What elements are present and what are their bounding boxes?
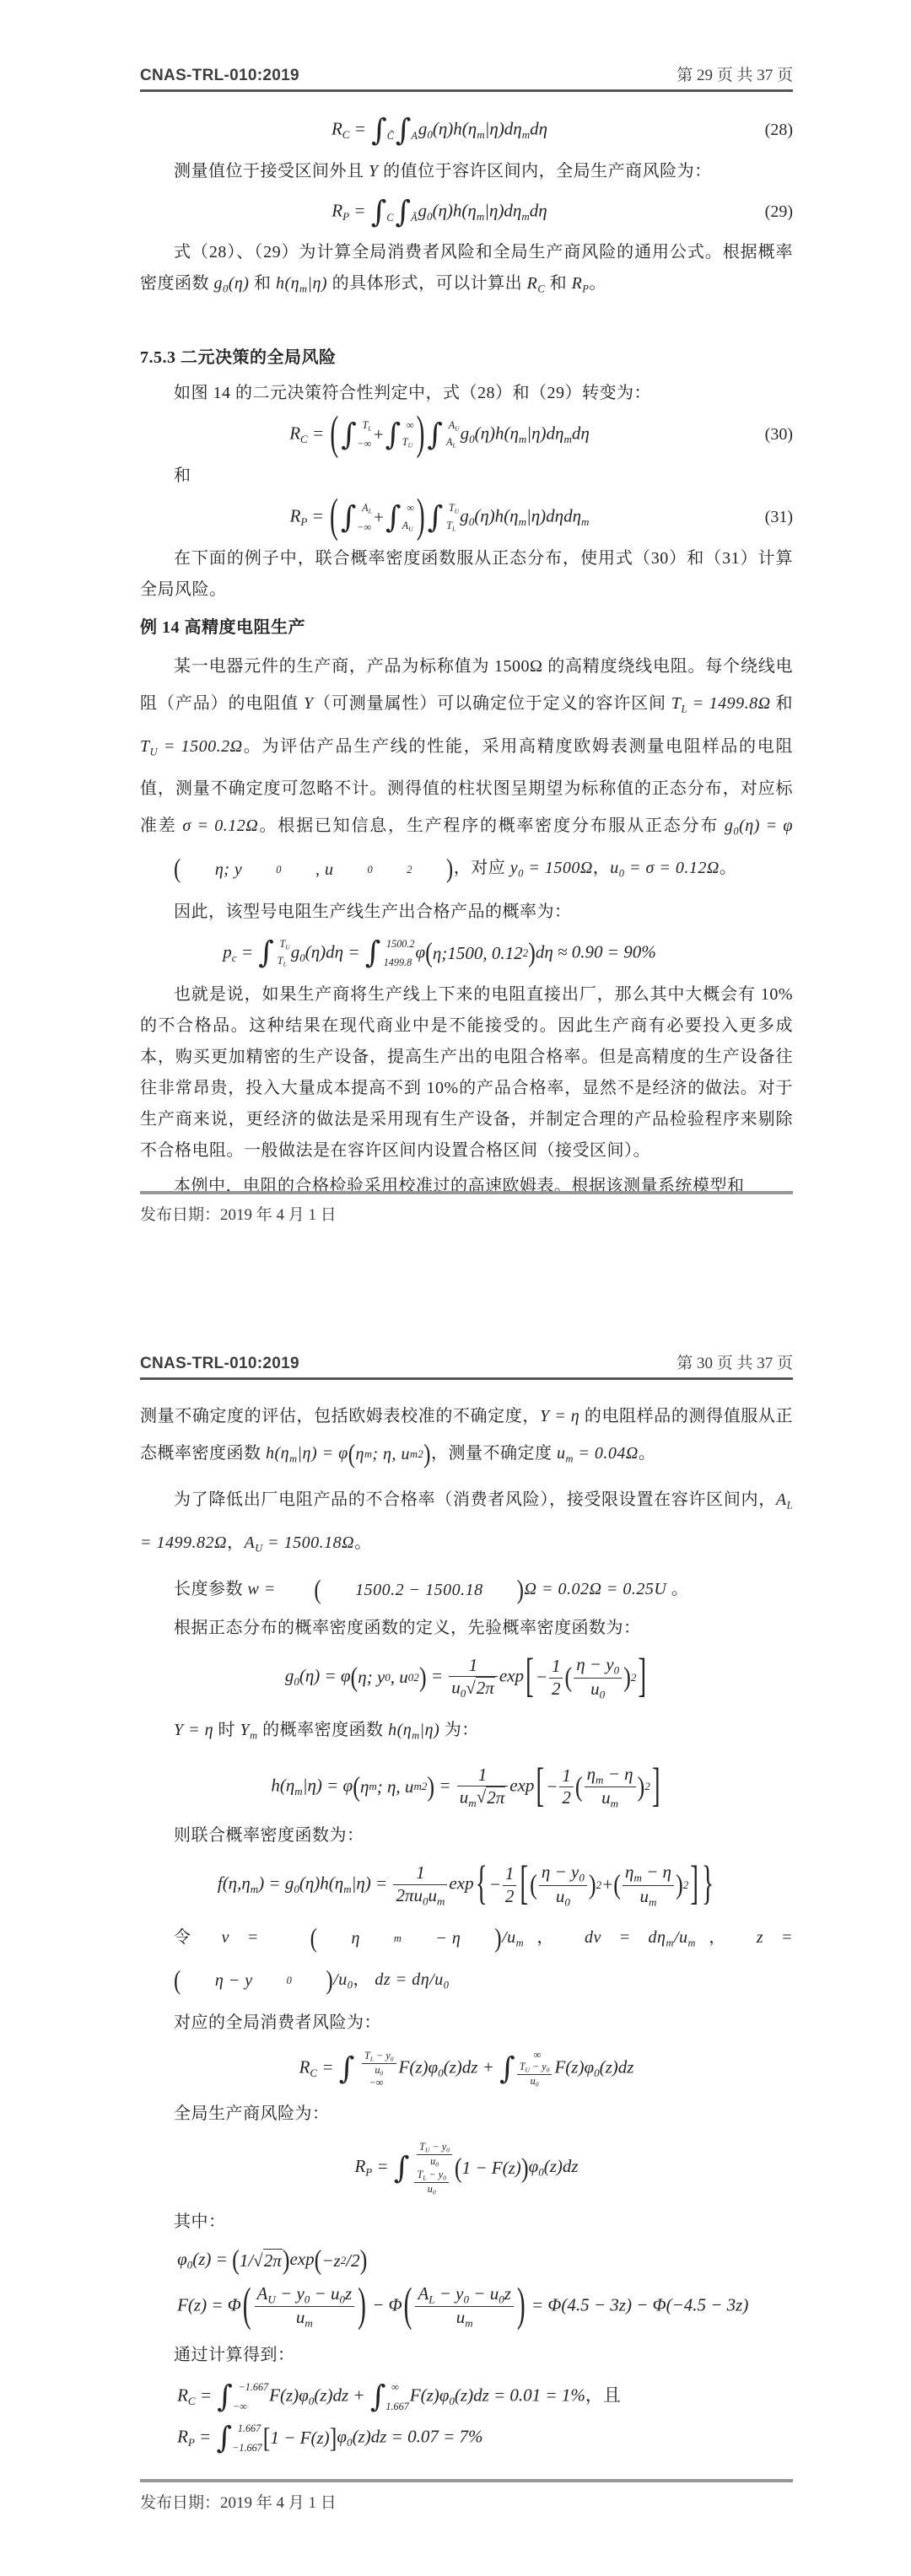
page-30 bbox=[0, 1288, 911, 2576]
paragraph-producer-risk-intro: 测量值位于接受区间外且 Y 的值位于容许区间内，全局生产商风险为： bbox=[174, 161, 712, 181]
paragraph-economics-discussion: 也就是说，如果生产商将生产线上下来的电阻直接出厂，那么其中大概会有 10%的不合格品。这种结果在现代商业中是不能接受的。因此生产商有必要投入更多成本，购买更加精密的生产设备，提高生产出的电阻合格率。但是高精度的生产设备往往非常昂贵，投入大量成本提高不到 10%的产品合格率，显然不是经济的做法。对于生产商来说，更经济的做法是采用现有生产设备，并制定合理的产品检验程序来剔除不合格电阻。一般做法是在容许区间内设置合格区间（接受区间）。 bbox=[140, 984, 793, 1160]
equation-F bbox=[140, 2279, 793, 2331]
paragraph-conforming-probability-intro: 因此，该型号电阻生产线生产出合格产品的概率为： bbox=[174, 902, 572, 921]
equation-joint-pdf bbox=[140, 1858, 793, 1910]
paragraph-calculation-result-intro: 通过计算得到： bbox=[174, 2346, 295, 2364]
equation-g0-body: $g_0(\eta) = \varphi$ ( η; y 0 , u 0 2 ) = 1 $u_0$ √ 2π exp [ − $\frac{1}{2}$ ( $\frac{\eta - y_0}{u_0}$ ) 2 ] bbox=[284, 1651, 647, 1703]
equation-pc-body: $p_c$ = ∫ $T_U$ $T_L$ $g_0(\eta)d\eta$ = ∫ 1500.2 1499.8 φ ( η;1500, 0.12 2 ) dη ≈ 0.90 = 90% bbox=[223, 935, 656, 971]
paragraph-figure14-ref: 如图 14 的二元决策符合性判定中，式（28）和（29）转变为： bbox=[174, 383, 651, 402]
equation-pc bbox=[140, 935, 793, 971]
page-content bbox=[0, 1380, 911, 2455]
equation-rc-result-body: $R_C$ = ∫ −1.667 −∞ $F(z)\varphi_0(z)dz$ + ∫ ∞ 1.667 $F(z)\varphi_0(z)dz = 0.01 = 1\%$，且 bbox=[177, 2379, 621, 2414]
equation-phi0 bbox=[140, 2245, 793, 2276]
equation-phi0-body: $\varphi_0(z)$ = ( 1/ √ 2π ) exp ( −z 2 /2 ) bbox=[177, 2245, 368, 2276]
equation-30-body: $R_C$ = ( ∫ $T_L$ −∞ + ∫ ∞ $T_U$ ) ∫ $A_U$ $A_L$ $g_0(\eta)h(\eta_m|\eta)d\eta_md\eta$ bbox=[289, 407, 590, 460]
paragraph-and: 和 bbox=[174, 466, 191, 486]
equation-30-number: (30) bbox=[764, 424, 793, 444]
equation-29-number: (29) bbox=[764, 202, 793, 222]
page-number: 第 30 页 共 37 页 bbox=[677, 1355, 793, 1372]
paragraph-ohmmeter-inspection: 本例中，电阻的合格检验采用校准过的高速欧姆表。根据该测量系统模型和 bbox=[174, 1176, 745, 1195]
equation-rp-z bbox=[140, 2140, 793, 2196]
equation-29 bbox=[140, 194, 793, 229]
document-code: CNAS-TRL-010:2019 bbox=[140, 1355, 299, 1372]
paragraph-h-pdf-intro: Y = η 时 $Y_m$ 的概率密度函数 $h(\eta_m|\eta)$ 为： bbox=[174, 1720, 479, 1742]
paragraph-general-formula: 式（28）、（29）为计算全局消费者风险和全局生产商风险的通用公式。根据概率密度函数 $g_0(\eta)$ 和 $h(\eta_m|\eta)$ 的具体形式，可以计算出 $R_C$ 和 $R_P$。 bbox=[140, 243, 793, 295]
paragraph-producer-risk-intro: 全局生产商风险为： bbox=[174, 2104, 330, 2124]
page-header bbox=[140, 0, 793, 92]
equation-rc-result bbox=[140, 2381, 793, 2412]
page-header bbox=[140, 1288, 793, 1380]
page-content bbox=[0, 92, 911, 1202]
paragraph-substitution: 令 v = ( η m − η ) $/u_m$， dv = $d\eta_m/u_m$， z = ( η − y 0 ) $/u_0$， dz = $d\eta/u_0$ bbox=[174, 1924, 793, 1996]
equation-rc-z bbox=[140, 2049, 793, 2088]
paragraph-resistor-description: 某一电器元件的生产商，产品为标称值为 1500Ω 的高精度绕线电阻。每个绕线电阻（产品）的电阻值 Y（可测量属性）可以确定位于定义的容许区间 $T_L = 1499.8\Omega$ 和 $T_U = 1500.2\Omega$。为评估产品生产线的性能，采用高精度欧姆表测量电阻样品的电阻值，测量不确定度可忽略不计。测得值的柱状图呈期望为标称值的正态分布，对应标准差 σ = 0.12Ω。根据已知信息，生产程序的概率密度分布服从正态分布 $g_0(\eta) = \varphi$ ( η; y 0 , u 0 2 ) ，对应 $y_0 = 1500\Omega$，$u_0 = \sigma = 0.12\Omega$。 bbox=[140, 657, 794, 884]
equation-rp-result bbox=[140, 2422, 793, 2454]
section-heading-7-5-3: 7.5.3 二元决策的全局风险 bbox=[140, 348, 337, 367]
equation-31 bbox=[140, 490, 793, 542]
page-number: 第 29 页 共 37 页 bbox=[677, 67, 793, 84]
document-code: CNAS-TRL-010:2019 bbox=[140, 67, 299, 84]
paragraph-joint-pdf-intro: 则联合概率密度函数为： bbox=[174, 1826, 364, 1846]
equation-F-body: F(z) = Φ ( $\frac{A_U - y_0 - u_0z}{u_m}$ ) − Φ ( $\frac{A_L - y_0 - u_0z}{u_m}$ ) = Φ(4.5 − 3z) − Φ(−4.5 − 3z) bbox=[177, 2279, 749, 2331]
publish-date: 发布日期：2019 年 4 月 1 日 bbox=[140, 2494, 337, 2512]
page-footer bbox=[140, 2479, 793, 2513]
equation-30 bbox=[140, 407, 793, 460]
paragraph-length-parameter: 长度参数 w = ( 1500.2 − 1500.18 ) Ω = 0.02Ω = 0.25U 。 bbox=[174, 1576, 689, 1605]
equation-28-body: $R_C$ = ∫ C̃ ∫ A $g_0(\eta)h(\eta_m|\eta)d\eta_md\eta$ bbox=[331, 113, 548, 148]
paragraph-example-intro: 在下面的例子中，联合概率密度函数服从正态分布，使用式（30）和（31）计算全局风险。 bbox=[140, 549, 793, 600]
equation-28 bbox=[140, 113, 793, 148]
equation-rp-z-body: $R_P$ = ∫ $\frac{T_U - y_0}{u_0}$ $\frac{T_L - y_0}{u_0}$ ( 1 − F(z) ) $\varphi_0(z)dz$ bbox=[354, 2141, 579, 2196]
page-footer bbox=[140, 1191, 793, 1225]
paragraph-where: 其中： bbox=[174, 2212, 226, 2232]
paragraph-consumer-risk-intro: 对应的全局消费者风险为： bbox=[174, 2013, 381, 2033]
equation-h bbox=[140, 1760, 793, 1812]
equation-31-body: $R_P$ = ( ∫ $A_L$ −∞ + ∫ ∞ $A_U$ ) ∫ $T_U$ $T_L$ $g_0(\eta)h(\eta_m|\eta)d\eta d\eta_m$ bbox=[289, 490, 590, 542]
equation-rp-result-body: $R_P$ = ∫ 1.667 −1.667 [ 1 − F(z) ] $\varphi_0(z)dz = 0.07 = 7\%$ bbox=[177, 2421, 483, 2456]
paragraph-uncertainty-evaluation: 测量不确定度的评估，包括欧姆表校准的不确定度，Y = η 的电阻样品的测得值服从正态概率密度函数 $h(\eta_m|\eta) = \varphi$ ( η m ; η, u m 2 ) ，测量不确定度 $u_m = 0.04\Omega$。 bbox=[140, 1407, 794, 1469]
equation-rc-z-body: $R_C$ = ∫ $\frac{T_L - y_0}{u_0}$ −∞ $F(z)\varphi_0(z)dz$ + ∫ ∞ $\frac{T_U - y_0}{u_0}$ $F(z)\varphi_0(z)dz$ bbox=[299, 2049, 634, 2088]
equation-31-number: (31) bbox=[764, 508, 793, 527]
paragraph-acceptance-limits: 为了降低出厂电阻产品的不合格率（消费者风险），接受限设置在容许区间内，$A_L = 1499.82\Omega$，$A_U = 1500.18\Omega$。 bbox=[140, 1490, 793, 1554]
equation-g0 bbox=[140, 1651, 793, 1703]
equation-29-body: $R_P$ = ∫ C ∫ Ã $g_0(\eta)h(\eta_m|\eta)d\eta_md\eta$ bbox=[332, 194, 547, 229]
equation-28-number: (28) bbox=[764, 121, 793, 140]
example-14-heading: 例 14 高精度电阻生产 bbox=[140, 618, 305, 638]
equation-joint-pdf-body: $f(\eta,\eta_m) = g_0(\eta)h(\eta_m|\eta)$ = $\frac{1}{2\pi u_0u_m}$ exp { − $\frac{1}{2}$ [ ( $\frac{\eta - y_0}{u_0}$ ) 2 + ( $\frac{\eta_m - \eta}{u_m}$ ) 2 ] } bbox=[217, 1858, 714, 1910]
publish-date: 发布日期：2019 年 4 月 1 日 bbox=[140, 1206, 337, 1224]
equation-h-body: $h(\eta_m|\eta) = \varphi$ ( η m ; η, u m 2 ) = 1 $u_m$ √ 2π exp [ − $\frac{1}{2}$ ( $\frac{\eta_m - \eta}{u_m}$ ) 2 ] bbox=[271, 1760, 660, 1812]
paragraph-prior-pdf-intro: 根据正态分布的概率密度函数的定义，先验概率密度函数为： bbox=[174, 1619, 641, 1638]
